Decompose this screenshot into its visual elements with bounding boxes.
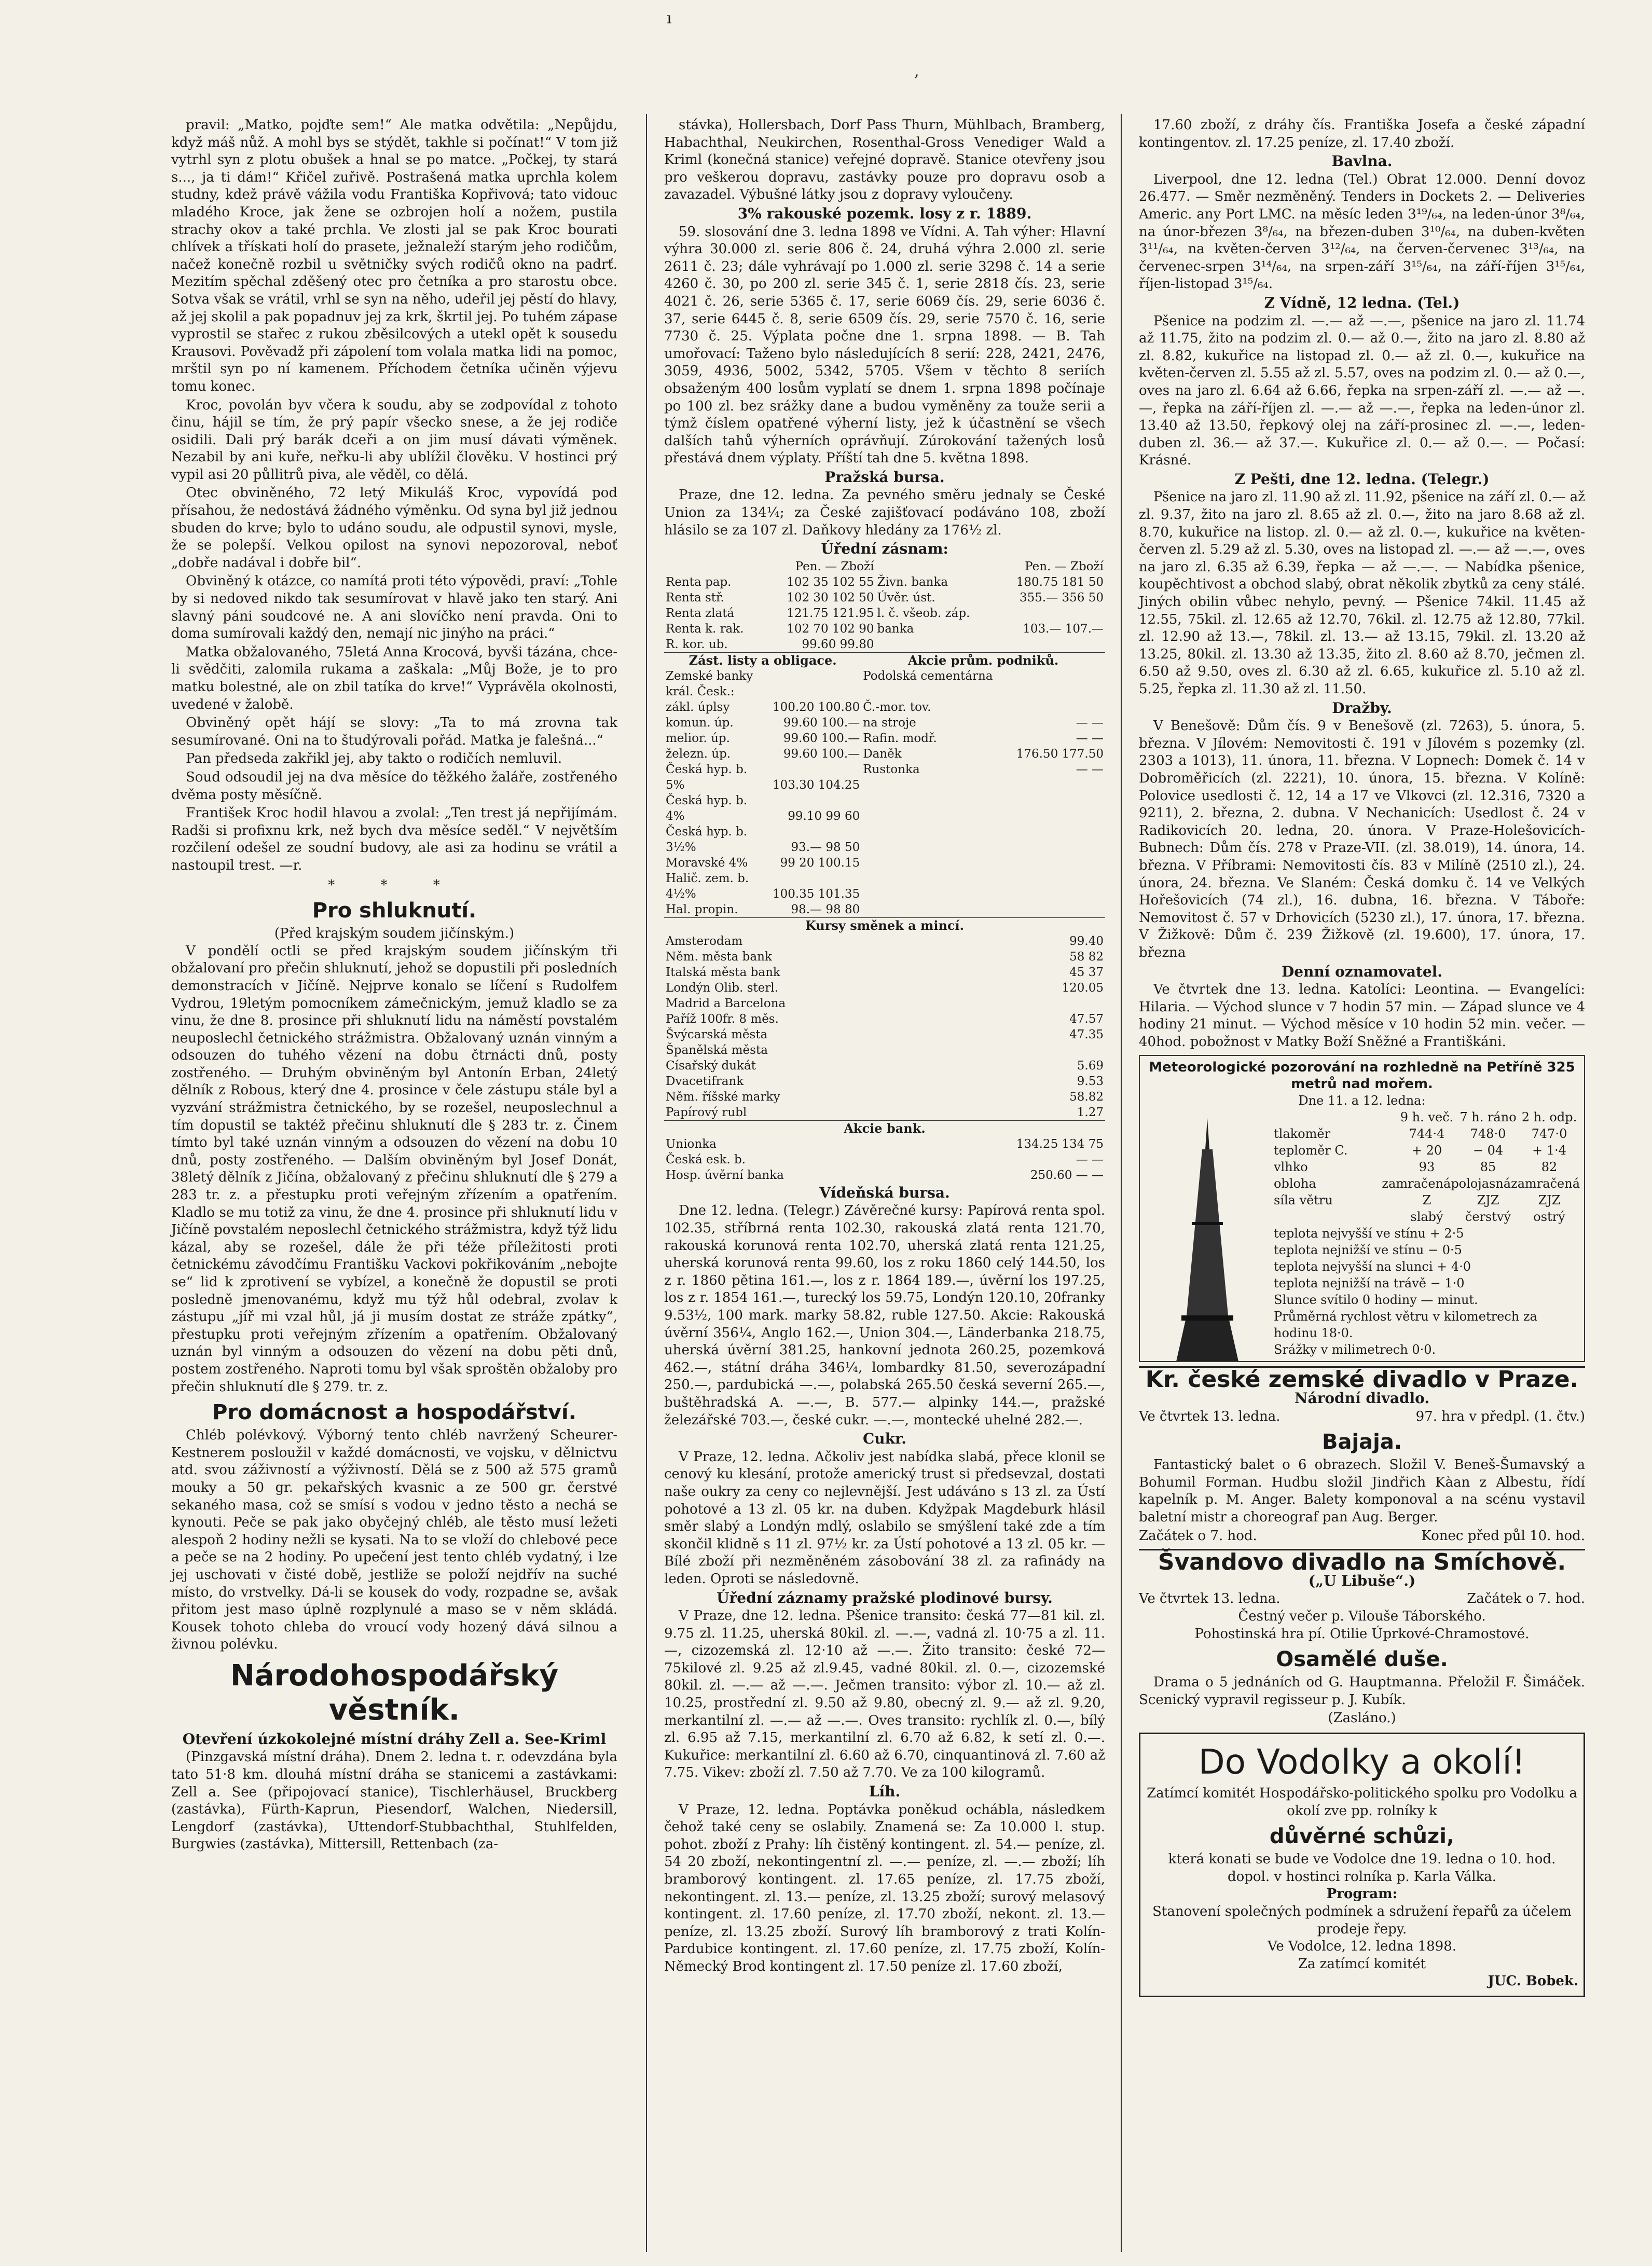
article-text: Dne 12. ledna. (Telegr.) Závěrečné kursy: Papírová renta spol. 102.35, stříbrná renta 102.30, rakouská zlatá renta 121.70, rakouská korunová renta 102.70, uherská zlatá renta 121.25, uherská korunová renta 99.60, los z roku 1860 celý 144.50, los z r. 1860 pětina 161.—, los z r. 1864 189.—, úvěrní los 197.25, los z r. 1854 161.—, turecký los 59.75, Londýn 120.10, 20franky 9.53½, 100 mark. marky 58.82, ruble 127.50. Akcie: Rakouská úvěrní 356¼, Anglo 162.—, Union 304.—, Länderbanka 218.75, uherská úvěrní 381.25, hankovní jednota 260.25, pozemková 462.—, státní dráha 346¼, lombardky 81.50, severozápadní 250.—, pardubická —.—, polabská 265.50 česká severní 265.—, buštěhradská A. —.—, B. 577.— alpinky 144.—, pražské železářské 703.—, české cukr. —.—, montecké uhelné 282.—. xyxy=(664,1203,1105,1428)
table-header-row xyxy=(664,559,1105,574)
table-section-row xyxy=(664,917,1105,933)
quotes-table xyxy=(664,559,1105,652)
table-cell: Císařský dukát xyxy=(666,1059,756,1073)
table-cell: Renta stř. xyxy=(666,590,724,605)
table-cell: Něm. říšské marky xyxy=(666,1090,780,1104)
table-cell: Moravské 4% xyxy=(666,856,748,870)
weather-cell: ZJZ xyxy=(1477,1193,1499,1208)
weather-cell: − 04 xyxy=(1472,1143,1504,1158)
table-cell: Madrid a Barcelona xyxy=(666,996,786,1010)
table-cell xyxy=(763,871,861,886)
weather-cell: 93 xyxy=(1419,1160,1435,1175)
ad-signature: JUC. Bobek. xyxy=(1488,1973,1578,1989)
table-row xyxy=(664,699,1105,715)
table-cell xyxy=(861,824,1007,840)
weather-cell: 748·0 xyxy=(1470,1127,1506,1142)
table-row xyxy=(664,840,1105,855)
table-row xyxy=(664,1042,1105,1058)
table-cell xyxy=(1007,668,1105,684)
article-text: V Praze, 12. ledna. Poptávka poněkud ochábla, následkem čehož také ceny se oslabily. Znamená se: Za 10.000 l. stup. pohot. zboží z Prahy: líh čistěný kontingent. zl. 54.— peníze, zl. 54 20 zboží, nekontingentní zl. —.— peníze, zl. —.— zboží; líh bramborový kontingent. zl. 17.65 peníze, zl. 17.75 zboží, nekontingent. zl. 13.— peníze, zl. 13.25 zboží; surový melasový kontingent. zl. 17.60 peníze, zl. 17.70 zboží, nekont. zl. 13.— peníze, zl. 13.25 zboží. Surový líh bramborový z trati Kolín-Pardubice kontingent. zl. 17.60 peníze, zl. 17.75 zboží, Kolín-Německý Brod kontingent zl. 17.50 peníze zl. 17.60 zboží, xyxy=(664,1802,1105,1974)
table-cell xyxy=(875,637,994,652)
weather-cell: zamračená xyxy=(1511,1176,1580,1191)
weather-cell: síla větru xyxy=(1274,1193,1333,1208)
article-text: Praze, dne 12. ledna. Za pevného směru jednaly se České Union za 134¼; za České zajišťovací podáváno 108, zboží hlásilo se za 107 zl. Daňkovy hledány za 176½ zl. xyxy=(664,487,1105,538)
weather-cell: ZJZ xyxy=(1538,1193,1561,1208)
table-cell xyxy=(1007,793,1105,808)
table-cell: 58.82 xyxy=(1069,1090,1104,1104)
table-cell xyxy=(861,777,1007,793)
table-row xyxy=(664,965,1105,980)
section-heading: Líh. xyxy=(869,1783,901,1801)
weather-cell: tlakoměr xyxy=(1274,1127,1331,1142)
table-cell: Paříž 100fr. 8 měs. xyxy=(666,1012,779,1026)
table-cell: 1.27 xyxy=(1077,1105,1104,1119)
table-cell xyxy=(1007,684,1105,699)
table-cell: 180.75 181 50 xyxy=(1016,575,1104,589)
table-header-cell xyxy=(664,559,764,574)
table-cell: 99.10 99 60 xyxy=(788,809,860,823)
table-cell: Španělská města xyxy=(666,1043,768,1057)
theatre-order: 97. hra v předpl. (1. čtv.) xyxy=(1415,1408,1585,1424)
table-cell: 5% xyxy=(666,778,685,792)
weather-cell xyxy=(1274,1109,1396,1125)
table-cell: Švýcarská města xyxy=(666,1027,768,1041)
table-cell: — — xyxy=(1076,1152,1104,1166)
article-text: Obviněný k otázce, co namítá proti této výpovědi, praví: „Tohle by si nedoved nikdo tak sesumírovat v hlavě jako ten starý. Ani slavný páni soudcové ne. A ani slovíčko není pravda. Oni to doma sumírovali každý den, nemají nic jinýho na práci.“ xyxy=(171,573,617,642)
table-row xyxy=(664,762,1105,777)
table-cell xyxy=(763,762,861,777)
section-heading: Pro shluknutí. xyxy=(312,899,477,923)
theatre-line: Čestný večer p. Vilouše Táborského. xyxy=(1238,1609,1486,1624)
table-cell xyxy=(1007,855,1105,871)
weather-cell: 2 h. odp. xyxy=(1521,1110,1577,1125)
table-cell: 134.25 134 75 xyxy=(1016,1137,1104,1151)
table-row xyxy=(664,621,1105,637)
section-heading: Z Vídně, 12 ledna. (Tel.) xyxy=(1264,294,1460,311)
table-cell: Renta pap. xyxy=(666,575,732,589)
table-row xyxy=(664,1058,1105,1074)
table-cell: Papírový rubl xyxy=(666,1105,747,1119)
table-row xyxy=(664,902,1105,917)
weather-cell: 7 h. ráno xyxy=(1460,1110,1517,1125)
table-cell xyxy=(1007,699,1105,715)
weather-cell: čerstvý xyxy=(1465,1210,1511,1225)
table-cell: Něm. města bank xyxy=(666,950,772,964)
quotes-title: Úřední zásnam: xyxy=(821,540,948,558)
table-cell xyxy=(918,1042,1105,1058)
play-description: Drama o 5 jednáních od G. Hauptmanna. Přeložil F. Šimáček. Scenický vypravil regisseur p. J. Kubík. xyxy=(1139,1674,1585,1708)
start-time: Začátek o 7. hod. xyxy=(1139,1528,1257,1544)
article-text: Pšenice na podzim zl. —.— až —.—, pšenice na jaro zl. 11.74 až 11.75, žito na podzim zl. 0.— až 0.—, žito na jaro zl. 8.80 až zl. 8.82, kukuřice na listopad zl. 0.— až zl. 0.—, kukuřice na květen-červen zl. 5.55 až zl. 5.57, oves na podzim zl. 0.— až 0.—, oves na jaro zl. 6.64 až 6.66, řepka na srpen-září zl. —.— až —.—, řepka na září-říjen zl. —.— až —.—, řepka na leden-únor zl. 13.40 až 13.50, řepkový olej na září-prosinec zl. —.—, leden-duben zl. 36.— až 37.—. Kukuřice zl. 0.— až 0.—. — Počasí: Krásné. xyxy=(1139,313,1585,469)
table-cell: Londýn Olib. sterl. xyxy=(666,981,779,995)
article-text: Chléb polévkový. Výborný tento chléb navržený Scheurer-Kestnerem posloužil v každé domácnosti, ve vojsku, v dělnictvu atd. svou záživností a výživností. Dělá se z 500 až 575 gramů mouky a 50 gr. pekařských kvasnic a ze 500 gr. čerstvé sekaného masa, což se smísí s vodou v jedno těsto a nechá se kynouti. Peče se pak jako obyčejný chléb, ale těsto musí ležeti alespoň 2 hodiny nežli se kysati. Na to se vloží do chlebové pece a peče se na 2 hodiny. Po upečení jest tento chléb vydatný, i lze jej uschovati v čisté době, jestliže se položí nejdřív na suché místo, do vrstvelky. Dá-li se kousek do vody, rozpadne se, avšak přitom jest maso úplně rozplynulé a maso se v něm skládá. Kousek tohoto chleba do vroucí vody hozený dává silnou a živnou polévku. xyxy=(171,1427,617,1653)
article-text: Kroc, povolán byv včera k soudu, aby se zodpovídal z tohoto činu, hájil se tím, že prý papír všecko snese, a že jej rodiče osidili. Dali prý barák dceři a on jim musí dávati výměnek. Nezabil by ani kuře, neřku-li aby ublížil člověku. V hostinci prý vypil asi 20 půllitrů piva, ale věděl, co dělá. xyxy=(171,397,617,483)
weather-cell: 747·0 xyxy=(1531,1127,1567,1142)
table-cell xyxy=(918,996,1105,1011)
table-cell xyxy=(861,855,1007,871)
table-cell: 5.69 xyxy=(1077,1059,1104,1073)
weather-title: Meteorologické pozorování na rozhledně na Petříně 325 metrů nad mořem. xyxy=(1149,1060,1575,1092)
table-cell: 99.60 100.— xyxy=(783,716,860,730)
section-heading: Pražská bursa. xyxy=(824,468,945,486)
column-1 xyxy=(171,117,617,1855)
table-cell: 99.40 xyxy=(1069,934,1104,948)
weather-cell: 85 xyxy=(1480,1160,1496,1175)
article-text: Ve čtvrtek dne 13. ledna. Katolíci: Leontina. — Evangelíci: Hilaria. — Východ slunce v 7 hodin 57 min. — Západ slunce ve 4 hodiny 21 minut. — Východ měsíce v 10 hodin 52 min. večer. — 40hod. pobožnost v Matky Boží Sněžné a Františkáni. xyxy=(1139,982,1585,1050)
article-text: Pšenice na jaro zl. 11.90 až zl. 11.92, pšenice na září zl. 0.— až zl. 9.37, žito na jaro zl. 8.65 až zl. 0.—, žito na jaro 8.68 až zl. 8.70, kukuřice na listop. zl. 0.— až zl. 0.—, kukuřice na květen-červen zl. 5.29 až zl. 5.30, oves na listopad zl. —.— až —.—, oves na jaro zl. 6.35 až 6.39, řepka — až —.—. — Nabídka pšenice, koupěchtivost a obchod slabý, obrat několik zbytků za ceny stálé. Jiných obilin vůbec nehylo, pevný. — Pšenice 74kil. 11.45 až 12.55, 75kil. zl. 12.65 až 12.70, 76kil. zl. 12.75 až 12.80, 77kil. zl. 12.90 až 13.—, 78kil. zl. 13.— až 13.15, 79kil. zl. 13.20 až 13.25, 80kil. zl. 13.30 až 13.35, žito zl. 8.60 až 8.70, ječmen zl. 6.50 až 9.50, oves zl. 6.30 až zl. 6.65, kukuřice zl. 5.10 až zl. 5.25, řepka zl. 11.30 až zl. 11.50. xyxy=(1139,489,1585,697)
table-cell: 98.— 98 80 xyxy=(791,902,860,916)
table-row xyxy=(664,933,1105,949)
table-cell: Česká hyp. b. xyxy=(666,793,748,807)
weather-line: teplota nejvyšší ve stínu + 2·5 xyxy=(1274,1226,1464,1241)
weather-cell: zamračená xyxy=(1382,1176,1451,1191)
section-heading: Bavlna. xyxy=(1331,153,1393,170)
column-rule-2 xyxy=(1121,114,1122,2252)
article-text: V Benešově: Dům čís. 9 v Benešově (zl. 7263), 5. února, 5. března. V Jílovém: Nemovitosti č. 191 v Jílovém s pozemky (zl. 2303 a 1013), 11. února, 11. března. V Lopnech: Domek č. 14 v Dobroměřicích (zl. 2221), 10. února, 15. března. V Kolíně: Polovice usedlosti č. 12, 14 a 17 ve Vlkovci (zl. 12.316, 7320 a 9211), 2. března, 2. dubna. V Nechanicích: Usedlost č. 24 v Radikovicích 20. ledna, 20. února. V Praze-Holešovicích-Bubnech: Dům čís. 278 v Praze-VII. (zl. 38.019), 14. února, 14. března. V Příbrami: Nemovitosti čís. 83 v Milíně (2510 zl.), 24. února, 24. března. Ve Slaném: Česká domku č. 14 ve Velkých Hořešovicích (74 zl.), 16. dubna, 16. března. V Táboře: Nemovitost č. 57 v Drhovicích (5230 zl.), 17. února, 17. března. V Žižkově: Dům č. 239 Žižkově (zl. 19.600), 17. února, 17. března xyxy=(1139,718,1585,960)
theatre-date: Ve čtvrtek 13. ledna. xyxy=(1139,1591,1281,1607)
page-mark-2: , xyxy=(914,62,919,80)
table-cell: melior. úp. xyxy=(666,731,730,745)
ad-title: Do Vodolky a okolí! xyxy=(1198,1741,1526,1782)
table-row xyxy=(664,715,1105,731)
end-time: Konec před půl 10. hod. xyxy=(1421,1528,1585,1544)
table-cell xyxy=(1007,871,1105,886)
table-cell: král. Česk.: xyxy=(666,684,735,698)
weather-line: Srážky v milimetrech 0·0. xyxy=(1274,1342,1436,1357)
ad-text: Stanovení společných podmínek a sdružení řepařů za účelem prodeje řepy. xyxy=(1152,1903,1572,1937)
table-row xyxy=(664,871,1105,886)
table-header-cell: Pen. — Zboží xyxy=(795,559,874,573)
theatre-date: Ve čtvrtek 13. ledna. xyxy=(1139,1408,1281,1424)
weather-line: teplota nejnižší na trávě − 1·0 xyxy=(1274,1276,1465,1291)
weather-cell: Z xyxy=(1422,1193,1431,1208)
table-header-cell: Pen. — Zboží xyxy=(1025,559,1104,573)
section-subheading: (Před krajským soudem jičínským.) xyxy=(274,926,515,942)
table-row xyxy=(664,777,1105,793)
weather-line: teplota nejnižší ve stínu − 0·5 xyxy=(1274,1243,1462,1258)
table-cell: Česká hyp. b. xyxy=(666,762,748,776)
article-text: pravil: „Matko, pojďte sem!“ Ale matka odvětila: „Nepůjdu, když máš nůž. A mohl bys se stýdět, takhle si počínat!“ V tom již vytrhl syn z plotu obušek a hnal se po matce. „Počkej, ty stará s..., ja ti dám!“ Křičel zuřivě. Postrašená matka uprchla kolem studny, kdež právě vážila vodu Františka Kopřivová; tato vidouc mladého Kroce, jak žene se ozbrojen holí a nožem, pustila strachy okov a také prchla. Ve zlosti jal se pak Kroc bourati chlívek a třískati holí do prasete, ježnaleží starým jeho rodičům, načež konečně rozbil u světničky svých rodičů okno na padrť. Mezitím spěchal zděšený otec pro četníka a pro starostu obce. Sotva však se vrátil, vrhl se syn na něho, udeřil jej pěstí do hlavy, až jej skolil a pak popadnuv jej za krk, škrtil jej. Po tuhém zápase vyprostil se stařec z rukou zběsilcových a utekl opět k sousedu Krausovi. Pověvadž při zápolení tom volala matka lidi na pomoc, mrštil syn po ní kamenem. Příchodem četníka učiněn výjevu tomu konec. xyxy=(171,117,617,394)
table-row xyxy=(664,996,1105,1011)
weather-line: Průměrná rychlost větru v kilometrech za hodinu 18·0. xyxy=(1274,1309,1537,1341)
theatre-title: Švandovo divadlo na Smíchově. xyxy=(1139,1549,1585,1571)
table-cell: Zemské banky xyxy=(666,669,753,683)
table-cell: 99.60 100.— xyxy=(783,747,860,761)
table-cell: 355.— 356 50 xyxy=(1020,590,1104,605)
petrin-tower-illustration xyxy=(1161,1118,1254,1362)
table-cell: Hal. propin. xyxy=(666,902,738,916)
table-row xyxy=(664,746,1105,762)
table-cell: Renta k. rak. xyxy=(666,622,744,636)
weather-cell: obloha xyxy=(1274,1176,1316,1191)
table-row xyxy=(664,606,1105,621)
table-cell: komun. úp. xyxy=(666,716,734,730)
play-title: Bajaja. xyxy=(1321,1430,1402,1454)
table-cell: zákl. úplsy xyxy=(666,700,730,714)
table-cell: — — xyxy=(1076,762,1104,776)
weather-line: Slunce svítilo 0 hodiny — minut. xyxy=(1274,1293,1478,1308)
weather-cell: + 1·4 xyxy=(1532,1143,1566,1158)
table-cell xyxy=(763,824,861,840)
table-cell xyxy=(1007,808,1105,824)
table-cell: 103.30 104.25 xyxy=(772,778,860,792)
ad-text: Za zatímcí komitét xyxy=(1298,1956,1426,1972)
table-cell: 103.— 107.— xyxy=(1023,622,1104,636)
article-text: Otec obviněného, 72 letý Mikuláš Kroc, vypovídá pod přísahou, že nedostává žádného výměnku. Od syna byl již jednou sbuden do krve; bylo to udáno soudu, ale odpustil synovi, mysle, že se polepší. Velkou opilost na synovi nepozoroval, neboť „dobře nadával i dobře bil“. xyxy=(171,485,617,571)
table-cell: Česká esk. b. xyxy=(666,1152,746,1166)
weather-cell: 82 xyxy=(1541,1160,1558,1175)
table-row xyxy=(664,1089,1105,1105)
weather-subtitle: Dne 11. a 12. ledna: xyxy=(1298,1093,1426,1108)
weather-cell: polojasná xyxy=(1451,1176,1511,1191)
table-cell: Česká hyp. b. xyxy=(666,825,748,839)
table-row xyxy=(664,824,1105,840)
weather-cell: teploměr C. xyxy=(1274,1143,1348,1158)
table-cell: Úvěr. úst. xyxy=(877,590,935,605)
table-cell xyxy=(861,793,1007,808)
table-row xyxy=(664,980,1105,996)
table-cell: Unionka xyxy=(666,1137,717,1151)
table-section-row xyxy=(664,652,1105,668)
weather-box xyxy=(1139,1055,1585,1362)
table-cell xyxy=(861,886,1007,902)
weather-cell: 9 h. več. xyxy=(1400,1110,1454,1125)
ad-highlight: důvěrné schůzi, xyxy=(1269,1824,1455,1849)
table-cell xyxy=(1007,777,1105,793)
section-heading: Národohospodářský věstník. xyxy=(230,1658,559,1727)
table-header-cell xyxy=(875,559,994,574)
table-cell: l. č. všeob. záp. xyxy=(877,606,970,620)
table-row xyxy=(664,1136,1105,1152)
table-cell xyxy=(1007,824,1105,840)
table-cell: Rafin. modř. xyxy=(863,731,937,745)
advertisement xyxy=(1139,1733,1585,1997)
section-heading: Úřední záznamy pražské plodinové bursy. xyxy=(717,1589,1053,1606)
section-heading: Denní oznamovatel. xyxy=(1281,963,1443,980)
table-cell: na stroje xyxy=(863,716,916,730)
quotes-table xyxy=(664,652,1105,917)
section-heading: Pro domácnost a hospodářství. xyxy=(212,1400,576,1425)
table-cell xyxy=(763,684,861,699)
table-row xyxy=(664,1152,1105,1168)
column-rule-1 xyxy=(646,114,647,2252)
weather-cell: vlhko xyxy=(1274,1160,1308,1175)
article-text: Matka obžalovaného, 75letá Anna Krocová, byvši tázána, chce-li svědčiti, zalomila rukama a zaškala: „Můj Bože, je to pro matku bolestné, ale on zbil tatíka do krve!“ Vyprávěla okolnosti, uvedené v žalobě. xyxy=(171,644,617,712)
ad-text: Program: xyxy=(1326,1886,1398,1902)
section-heading: 3% rakouské pozemk. losy z r. 1889. xyxy=(737,204,1032,222)
table-cell xyxy=(1007,902,1105,917)
table-cell: 3½% xyxy=(666,840,696,854)
table-cell: 47.35 xyxy=(1069,1027,1104,1041)
table-section-heading: Zást. listy a obligace. xyxy=(664,652,861,668)
start-time: Začátek o 7. hod. xyxy=(1467,1591,1585,1607)
ad-text: která konati se bude ve Vodolce dne 19. ledna o 10. hod. dopol. v hostinci rolníka p. Karla Válka. xyxy=(1168,1851,1556,1885)
table-cell: — — xyxy=(1076,731,1104,745)
table-row xyxy=(664,1105,1105,1121)
table-cell xyxy=(1007,886,1105,902)
table-cell: 4% xyxy=(666,809,685,823)
article-text: V Praze, dne 12. ledna. Pšenice transito: česká 77—81 kil. zl. 9.75 zl. 11.25, uherská 80kil. zl. —.—, vadná zl. 10·75 a zl. 11.—, cizozemská zl. 12·10 až —.—. Žito transito: české 72—75kilové zl. 9.25 až zl.9.45, vadné 80kil. zl. 0.—, cizozemské 80kil. zl. —.— až —.—. Ječmen transito: výbor zl. 10.— až zl. 10.25, prostřední zl. 9.50 až 9.80, obecný zl. 9.— až zl. 9.20, merkantilní zl. —.— až —.—. Oves transito: rychlík zl. 0.—, bílý zl. 6.95 až 7.15, merkantilní zl. 6.70 až 6.82, k setí zl. 0.—. Kukuřice: merkantilní zl. 6.60 až 6.70, cinquantinová zl. 7.60 až 7.75. Vikev: zboží zl. 7.50 až 7.70. Ve za 100 kilogramů. xyxy=(664,1608,1105,1781)
table-cell: 99.60 99.80 xyxy=(802,637,874,651)
table-cell xyxy=(994,637,1105,652)
weather-cell: 744·4 xyxy=(1409,1127,1445,1142)
play-title: Osamělé duše. xyxy=(1276,1647,1448,1672)
table-section-row xyxy=(664,1120,1105,1136)
column-2 xyxy=(664,117,1105,1977)
weather-line: teplota nejvyšší na slunci + 4·0 xyxy=(1274,1259,1471,1274)
table-cell xyxy=(861,871,1007,886)
table-cell: Halič. zem. b. xyxy=(666,871,749,885)
table-cell: Renta zlatá xyxy=(666,606,735,620)
table-cell: 58 82 xyxy=(1069,950,1104,964)
table-section-heading: Kursy směnek a mincí. xyxy=(664,917,1105,933)
weather-cell: + 20 xyxy=(1411,1143,1442,1158)
table-cell: železn. úp. xyxy=(666,747,731,761)
table-cell: 99.60 100.— xyxy=(783,731,860,745)
article-text: František Kroc hodil hlavou a zvolal: „Ten trest já nepřijímám. Radši si profixnu krk, než bych dva měsíce seděl.“ V největším rozčilení odešel ze soudní budovy, ale asi za hodinu se vrátil a nastoupil trest. —r. xyxy=(171,805,617,873)
table-row xyxy=(664,731,1105,746)
ad-text: Ve Vodolce, 12. ledna 1898. xyxy=(1267,1939,1457,1955)
page-mark: ı xyxy=(667,9,672,28)
table-cell: 250.60 — — xyxy=(1030,1168,1104,1182)
table-row xyxy=(664,886,1105,902)
article-text: V Praze, 12. ledna. Ačkoliv jest nabídka slabá, přece klonil se cenový ku klesání, protože americký trust si předsevzal, dostati naše oukry za ceny co nejlevnější. Jest udáváno s 13 zl. za Ústí pohotové a 13 zl. 05 kr. na duben. Kdyžpak Magdeburk hlásil směr slabý a Londýn mdlý, oslabilo se smýšlení také zde a tím skončil klidně s 11 zl. 97½ kr. za Ústí pohotové a 13 zl. 05 kr. — Bílé zboží při nezměněném zásobování 38 zl. za rafinády na leden. Oproti se následovně. xyxy=(664,1449,1105,1587)
table-row xyxy=(664,808,1105,824)
table-cell xyxy=(763,793,861,808)
article-text: Liverpool, dne 12. ledna (Tel.) Obrat 12.000. Denní dovoz 26.477. — Směr nezměněný. Tenders in Dockets 2. — Deliveries Americ. any Port LMC. na měsíc leden 3¹⁹/₆₄, na leden-únor 3⁸/₆₄, na únor-březen 3⁸/₆₄, na březen-duben 3¹⁰/₆₄, na duben-květen 3¹¹/₆₄, na květen-červen 3¹²/₆₄, na červen-červenec 3¹³/₆₄, na červenec-srpen 3¹⁴/₆₄, na srpen-září 3¹⁵/₆₄, na září-říjen 3¹⁵/₆₄, říjen-listopad 3¹⁵/₆₄. xyxy=(1139,171,1585,292)
table-cell: Č.-mor. tov. xyxy=(863,700,931,714)
table-cell: 47.57 xyxy=(1069,1012,1104,1026)
table-section-heading: Akcie bank. xyxy=(664,1120,1105,1136)
table-cell: Živn. banka xyxy=(877,575,948,589)
table-cell: 121.75 121.95 xyxy=(787,606,874,620)
theatre-title: Kr. české zemské divadlo v Praze. xyxy=(1139,1366,1585,1389)
table-cell xyxy=(763,668,861,684)
table-cell: Daněk xyxy=(863,747,902,761)
quotes-table xyxy=(664,917,1105,1183)
table-cell: R. kor. ub. xyxy=(666,637,728,651)
table-cell: 176.50 177.50 xyxy=(1016,747,1104,761)
table-row xyxy=(664,793,1105,808)
table-row xyxy=(664,574,1105,590)
ad-text: Zatímcí komitét Hospodářsko-politického spolku pro Vodolku a okolí zve pp. rolníky k xyxy=(1147,1785,1577,1819)
table-cell: — — xyxy=(1076,716,1104,730)
article-text: V pondělí octli se před krajským soudem jičínským tři obžalovaní pro přečin shluknutí, jehož se dopustili při posledních demonstracích v Jičíně. Nejprve konalo se líčení s Rudolfem Vydrou, 19letým pomocníkem zámečnickým, jemuž kladlo se za vinu, že dne 8. prosince při shluknutí lidu na náměstí povstalém neuposlechl četnického strážmistra. Obžalovaný uznán vinným a odsouzen do tuhého vězení na dobu čtrnácti dnů, posty zostřeného. — Druhým obviněným byl Antonín Erban, 24letý dělník z Robous, který dne 4. prosince v čele zástupu stále byl a vyzvání strážmistra četnického, by se rozešel, neuposlechnul a tím dopustil se taktéž přečinu shluknutí dle § 283 tr. z. Činem tímto byl také uznán vinným a odsouzen do vězení na dobu 10 dnů, posty zostřeného. — Dalším obviněným byl Josef Donát, 38letý dělník z Jičína, obžalovaný z přečinu shluknutí dle § 279 a 283 tr. z. a přestupku proti veřejným zřízením a opatřením. Kladlo se mu totiž za vinu, že dne 4. prosince při shluknutí lidu v Jičíně povstalém neposlechl četnického strážmistra, když týž lidu kázal, aby se rozešel, dále že při téže příležitosti proti četnickému závodčímu Františku Vackovi pokřikováním „nebojte se“ lid k zprotivení se vybízel, a konečně že dopustil se proti posledně jmenovanému, když mu týž hůl odebral, zvolav k zástupu „jíř mi vzal hůl, já ji musím dostat ze stráže zpátky“, přestupku proti veřejným zřízením a opatřením. Obžalovaný uznán byl vinným a odsouzen do vězení na dobu pěti dnů, postem zostřeného. Naproti tomu byl však sproštěn obžaloby pro přečin shluknutí dle § 279. tr. z. xyxy=(171,943,617,1395)
article-text: 17.60 zboží, z dráhy čís. Františka Josefa a české západní kontingentov. zl. 17.25 peníze, zl. 17.40 zboží. xyxy=(1139,117,1585,150)
article-text: (Pinzgavská místní dráha). Dnem 2. ledna t. r. odevzdána byla tato 51·8 km. dlouhá místní dráha se stanicemi a zastávkami: Zell a. See (připojovací stanice), Tischlerhäusel, Bruckberg (zastávka), Fürth-Kaprun, Piesendorf, Walchen, Niedersill, Lengdorf (zastávka), Uttendorf-Stubbachthal, Stuhlfelden, Burgwies (zastávka), Mittersill, Rettenbach (za- xyxy=(171,1749,617,1852)
table-cell: 4½% xyxy=(666,887,696,901)
table-row xyxy=(664,684,1105,699)
table-row xyxy=(664,1074,1105,1089)
table-cell: Dvacetifrank xyxy=(666,1074,744,1088)
section-heading: Z Pešti, dne 12. ledna. (Telegr.) xyxy=(1234,470,1490,488)
table-cell: 99 20 100.15 xyxy=(780,856,860,870)
table-cell: 102 35 102 55 xyxy=(787,575,874,589)
table-row xyxy=(664,1011,1105,1027)
table-cell: 45 37 xyxy=(1069,965,1104,979)
table-cell: Amsterodam xyxy=(666,934,743,948)
theatre-line: Pohostinská hra pí. Otilie Úprkové-Chramostové. xyxy=(1194,1626,1530,1642)
table-cell: 102 70 102 90 xyxy=(787,622,874,636)
article-text: Soud odsoudil jej na dva měsíce do těžkého žaláře, zostřeného dvěma posty měsíčně. xyxy=(171,769,617,803)
section-subheading: Otevření úzkokolejné místní dráhy Zell a. See-Kriml xyxy=(182,1730,607,1748)
table-cell: 100.35 101.35 xyxy=(772,887,860,901)
table-row xyxy=(664,590,1105,606)
table-cell xyxy=(861,684,1007,699)
article-text: 59. slosování dne 3. ledna 1898 ve Vídni. A. Tah výher: Hlavní výhra 30.000 zl. serie 806 č. 24, druhá výhra 2.000 zl. serie 2611 č. 23; dále vyhrávají po 1.000 zl. serie 3298 č. 14 a serie 4260 č. 30, po 200 zl. serie 345 č. 1, serie 2818 čís. 23, serie 4021 č. 26, serie 5365 č. 17, serie 6069 čís. 29, serie 6036 č. 37, serie 6445 č. 8, serie 6509 čís. 29, serie 7570 č. 16, serie 7730 č. 25. Výplata počne dne 1. srpna 1898. — B. Tah umořovací: Taženo bylo následujících 8 serií: 228, 2421, 2476, 3059, 4936, 5002, 5342, 5705. Všem v těchto 8 seriích obsaženým 400 losům vyplatí se dnem 1. srpna 1898 počínaje po 100 zl. bez srážky dane a budou vyměněny za touže serii a týmž číslem opatřené výherní listy, jež k účastnění se všech dalších tahů výherních oprávňují. Zúrokování tažených losů přestává dnem výplaty. Příští tah dne 5. května 1898. xyxy=(664,224,1105,466)
separator: * * * xyxy=(328,877,461,893)
column-3 xyxy=(1139,117,1585,2002)
table-row xyxy=(664,637,1105,652)
table-row xyxy=(664,949,1105,965)
table-cell: Italská města bank xyxy=(666,965,780,979)
notice-label: (Zasláno.) xyxy=(1328,1710,1396,1726)
table-cell xyxy=(861,808,1007,824)
play-description: Fantastický balet o 6 obrazech. Složil V. Beneš-Šumavský a Bohumil Forman. Hudbu složil Jindřich Kàan z Albestu, řídí kapelník p. M. Anger. Balety komponoval a na scénu vystavil baletní mistr a choreograf pan Aug. Berger. xyxy=(1139,1457,1585,1526)
table-section-heading: Akcie prům. podniků. xyxy=(861,652,1105,668)
table-cell: Hosp. úvěrní banka xyxy=(666,1168,784,1182)
table-row xyxy=(664,855,1105,871)
article-text: stávka), Hollersbach, Dorf Pass Thurn, Mühlbach, Bramberg, Habachthal, Neukirchen, Rosenthal-Gross Venediger Wald a Kriml (konečná stanice) veřejné dopravě. Stanice otevřeny jsou pro veškerou dopravu, zastávky pouze pro dopravu osob a zavazadel. Výbušné látky jsou z dopravy vyloučeny. xyxy=(664,117,1105,203)
table-cell xyxy=(1007,840,1105,855)
section-heading: Dražby. xyxy=(1332,699,1392,717)
table-cell: Rustonka xyxy=(863,762,920,776)
weather-cell: ostrý xyxy=(1533,1210,1565,1225)
article-text: Pan předseda zakřikl jej, aby takto o rodičích nemluvil. xyxy=(186,751,562,767)
table-cell: 120.05 xyxy=(1062,981,1104,995)
table-row xyxy=(664,668,1105,684)
table-cell: Podolská cementárna xyxy=(863,669,993,683)
theatre-subtitle: Národní divadlo. xyxy=(1294,1390,1430,1407)
table-row xyxy=(664,1027,1105,1042)
table-cell: 93.— 98 50 xyxy=(791,840,860,854)
table-cell xyxy=(861,840,1007,855)
table-row xyxy=(664,1168,1105,1183)
weather-cell: slabý xyxy=(1410,1210,1443,1225)
section-heading: Vídeňská bursa. xyxy=(819,1184,950,1201)
section-heading: Cukr. xyxy=(863,1430,906,1448)
article-text: Obviněný opět hájí se slovy: „Ta to má zrovna tak sesumírované. Oni na to študýrovali pořád. Matka je falešná...“ xyxy=(171,715,617,748)
table-cell xyxy=(861,902,1007,917)
table-cell: 102 30 102 50 xyxy=(787,590,874,605)
table-cell: 9.53 xyxy=(1077,1074,1104,1088)
theatre-subtitle: („U Libuše“.) xyxy=(1308,1572,1416,1589)
table-cell: banka xyxy=(877,622,914,636)
table-cell: 100.20 100.80 xyxy=(772,700,860,714)
table-cell xyxy=(994,606,1105,621)
weather-cell xyxy=(1274,1208,1396,1225)
